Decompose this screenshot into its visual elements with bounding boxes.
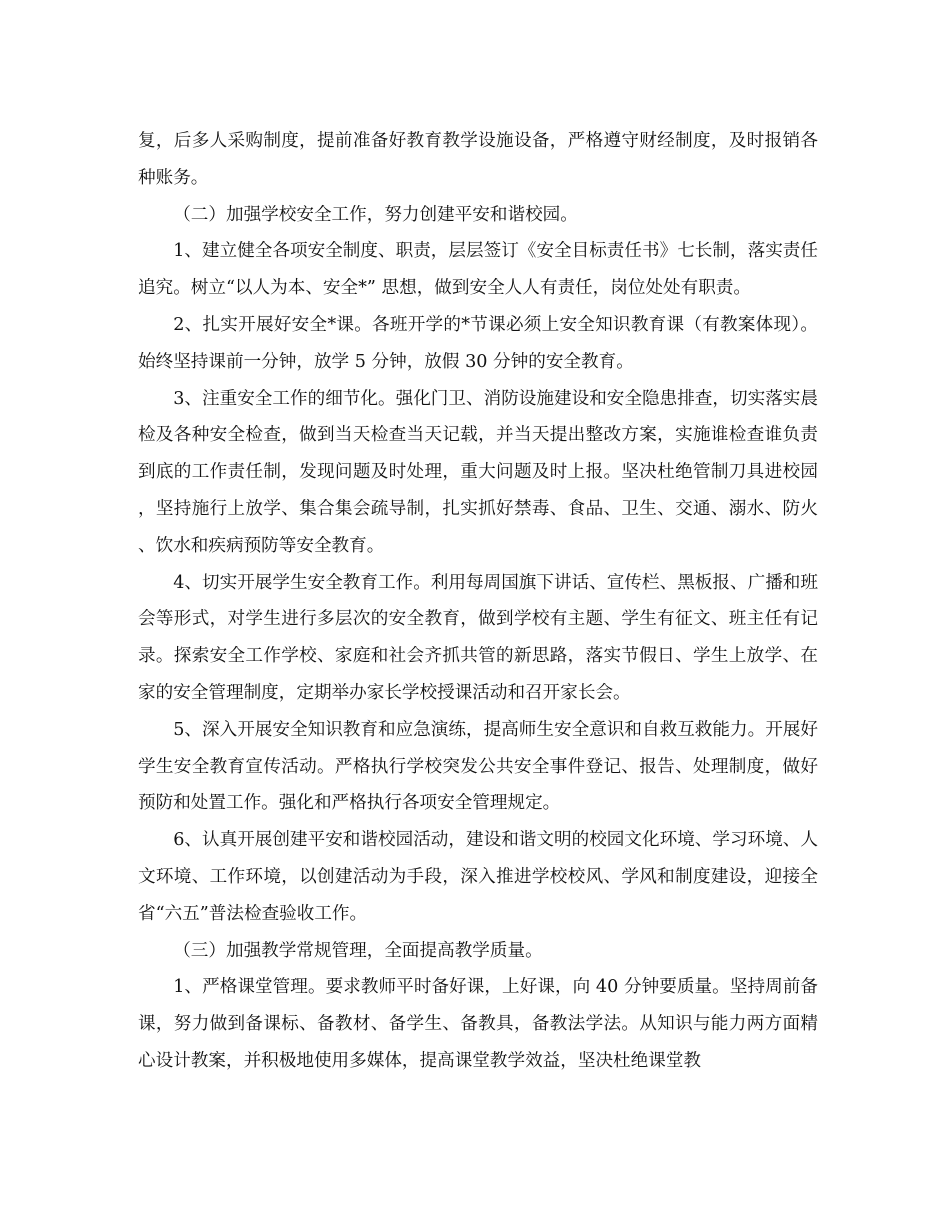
paragraph-safety-item-5: 5、深入开展安全知识教育和应急演练，提高师生安全意识和自救互救能力。开展好学生安全教育宣传活动。严格执行学校突发公共安全事件登记、报告、处理制度，做好预防和处置工作。强化和严格执行各项安全管理规定。	[138, 719, 818, 814]
paragraph-teaching-item-1: 1、严格课堂管理。要求教师平时备好课，上好课，向 40 分钟要质量。坚持周前备课，努力做到备课标、备教材、备学生、备教具，备教法学法。从知识与能力两方面精心设计教案，并积极地使用多媒体，提高课堂教学效益，坚决杜绝课堂教	[138, 977, 818, 1071]
heading-school-safety: （二）加强学校安全工作，努力创建平安和谐校园。	[173, 204, 578, 225]
document-page	[138, 123, 818, 1080]
paragraph-safety-item-3: 3、注重安全工作的细节化。强化门卫、消防设施建设和安全隐患排查，切实落实晨检及各种安全检查，做到当天检查当天记载，并当天提出整改方案，实施谁检查谁负责到底的工作责任制，发现问题及时处理，重大问题及时上报。坚决杜绝管制刀具进校园，坚持施行上放学、集合集会疏导制，扎实抓好禁毒、食品、卫生、交通、溺水、防火、饮水和疾病预防等安全教育。	[138, 388, 818, 556]
paragraph-safety-item-6: 6、认真开展创建平安和谐校园活动，建设和谐文明的校园文化环境、学习环境、人文环境、工作环境，以创建活动为手段，深入推进学校校风、学风和制度建设，迎接全省“六五”普法检查验收工作。	[138, 830, 818, 924]
heading-teaching-management: （三）加强教学常规管理，全面提高教学质量。	[173, 940, 543, 961]
paragraph-safety-item-4: 4、切实开展学生安全教育工作。利用每周国旗下讲话、宣传栏、黑板报、广播和班会等形式，对学生进行多层次的安全教育，做到学校有主题、学生有征文、班主任有记录。探索安全工作学校、家庭和社会齐抓共管的新思路，落实节假日、学生上放学、在家的安全管理制度，定期举办家长学校授课活动和召开家长会。	[138, 572, 818, 703]
paragraph-safety-item-1: 1、建立健全各项安全制度、职责，层层签订《安全目标责任书》七长制，落实责任追究。树立“以人为本、安全*” 思想，做到安全人人有责任，岗位处处有职责。	[138, 241, 818, 299]
paragraph-procurement-continued: 复，后多人采购制度，提前准备好教育教学设施设备，严格遵守财经制度，及时报销各种账务。	[138, 131, 818, 188]
paragraph-safety-item-2: 2、扎实开展好安全*课。各班开学的*节课必须上安全知识教育课（有教案体现）。始终坚持课前一分钟，放学 5 分钟，放假 30 分钟的安全教育。	[138, 314, 818, 372]
